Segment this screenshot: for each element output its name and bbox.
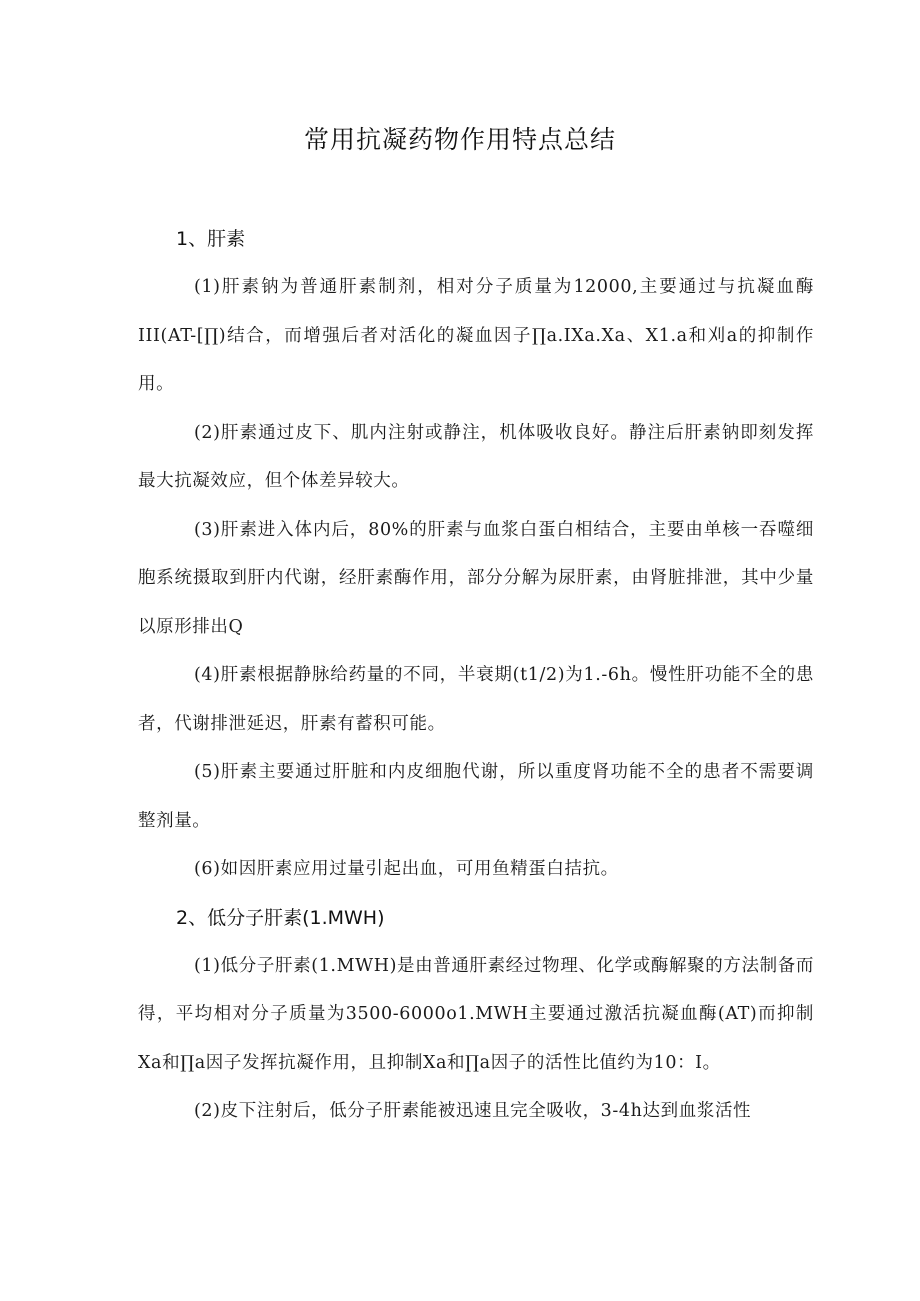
document-body (138, 215, 814, 1136)
section-heading-heparin: 1、肝素 (176, 228, 246, 250)
section-heading-lmwh: 2、低分子肝素(1.MWH) (176, 906, 385, 929)
document-title: 常用抗凝药物作用特点总结 (303, 125, 616, 154)
paragraph: (5)肝素主要通过肝脏和内皮细胞代谢，所以重度肾功能不全的患者不需要调整剂量。 (138, 762, 814, 831)
paragraph: (2)肝素通过皮下、肌内注射或静注，机体吸收良好。静注后肝素钠即刻发挥最大抗凝效应，但个体差异较大。 (138, 422, 814, 491)
paragraph: (4)肝素根据静脉给药量的不同，半衰期(t1/2)为1.-6h。慢性肝功能不全的患者，代谢排泄延迟，肝素有蓄积可能。 (138, 665, 814, 734)
paragraph: (6)如因肝素应用过量引起出血，可用鱼精蛋白拮抗。 (194, 859, 619, 879)
paragraph: (1)低分子肝素(1.MWH)是由普通肝素经过物理、化学或酶解聚的方法制备而得，平均相对分子质量为3500-6000o1.MWH主要通过激活抗凝血酶(AT)而抑制Xa和∏a因子发挥抗凝作用，且抑制Xa和∏a因子的活性比值约为10：I。 (138, 955, 814, 1073)
paragraph: (1)肝素钠为普通肝素制剂，相对分子质量为12000,主要通过与抗凝血酶III(AT-[∏)结合，而增强后者对活化的凝血因子∏a.IXa.Xa、X1.a和刈a的抑制作用。 (138, 277, 814, 394)
paragraph: (2)皮下注射后，低分子肝素能被迅速且完全吸收，3-4h达到血浆活性 (194, 1101, 752, 1121)
paragraph: (3)肝素进入体内后，80%的肝素与血浆白蛋白相结合，主要由单核一吞噬细胞系统摄取到肝内代谢，经肝素酶作用，部分分解为尿肝素，由肾脏排泄，其中少量以原形排出Q (138, 519, 814, 637)
